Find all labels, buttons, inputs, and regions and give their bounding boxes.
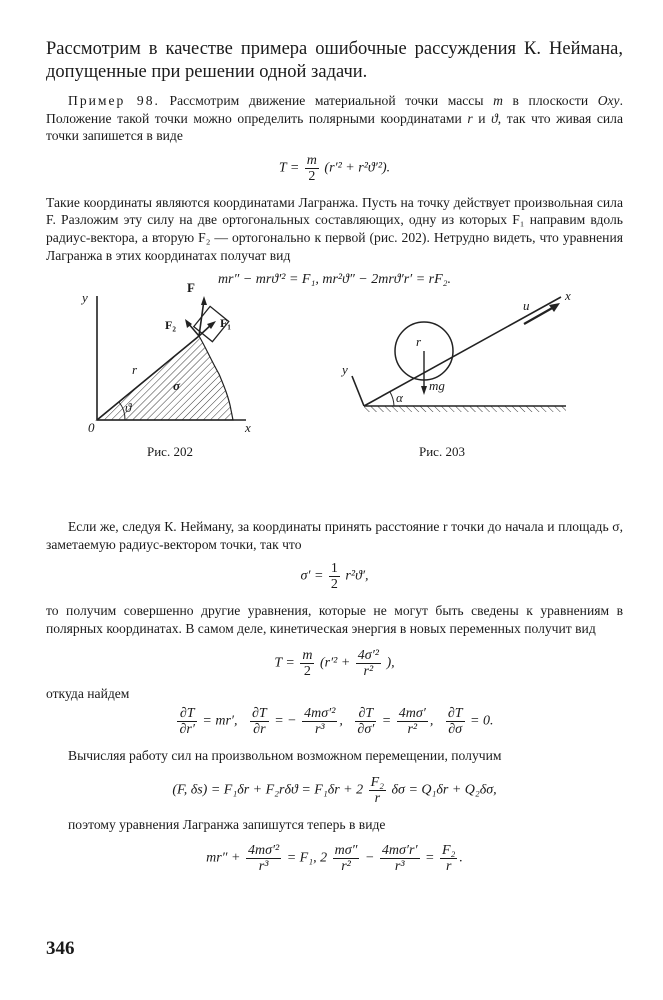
eq5-t3n: ∂T xyxy=(358,706,374,722)
paragraph-lagrange-new: поэтому уравнения Лагранжа запишутся теперь в виде xyxy=(68,816,386,832)
fig203-y-axis xyxy=(352,376,364,406)
eq5-t4n: ∂T xyxy=(447,706,463,722)
fig203-ground-hatch xyxy=(364,406,566,412)
eq4-den: 2 xyxy=(300,663,314,679)
eq1-den: 2 xyxy=(305,168,319,184)
equation-polar-lagrange: mr″ − mrϑ′² = F₁, mr²ϑ″ − 2mrϑ′r′ = rF₂. xyxy=(217,272,452,288)
eq5-t3m: = xyxy=(381,713,392,729)
eq5-t4r: = 0. xyxy=(470,713,494,729)
symbol-m: m xyxy=(493,93,503,108)
section-heading: Рассмотрим в качестве примера ошибочные рассуждения К. Неймана, допущенные при решении одной задачи. xyxy=(46,39,623,82)
equation-kinetic-energy-new xyxy=(46,648,623,679)
eq5-t1d: ∂r′ xyxy=(179,722,195,738)
fig202-label-x: x xyxy=(245,420,251,436)
example-text-1: Рассмотрим движение материальной точки массы xyxy=(159,93,494,108)
eq5-t2n: ∂T xyxy=(252,706,267,722)
eq5-t1n: ∂T xyxy=(179,706,195,722)
eq5-sep2: , xyxy=(339,713,343,729)
fig202-label-y: y xyxy=(82,290,88,306)
eq5-t1r: = mr′, xyxy=(202,713,238,729)
eq6-num: F₂ xyxy=(370,774,385,790)
fig202-arrow-F xyxy=(201,296,207,305)
fig202-label-r: r xyxy=(132,362,138,378)
fig202-label-sigma: σ xyxy=(173,378,181,394)
fig203-label-u: u xyxy=(523,298,530,314)
eq1-lhs: T = xyxy=(278,160,300,176)
eq5-t4d: ∂σ xyxy=(446,721,465,737)
eq4-num2: 4σ′² xyxy=(357,647,379,663)
eq4-num: m xyxy=(302,647,313,663)
paragraph-neumann-coords: Если же, следуя К. Нейману, за координаты принять расстояние r точки до начала и площадь σ, заметаемую радиус-вектором точки, так что xyxy=(46,519,623,552)
figure-202 xyxy=(97,296,246,420)
eq4-fraction-2 xyxy=(356,648,381,679)
fig202-label-origin: 0 xyxy=(88,420,95,436)
fig203-velocity-arrow xyxy=(549,303,560,312)
eq7-d1: r³ xyxy=(246,858,281,874)
equation-partial-derivatives xyxy=(46,706,623,737)
eq7-d2: r² xyxy=(333,858,360,874)
eq7-d4: r xyxy=(440,858,457,874)
eq6-lhs: (F, δs) = F₁δr + F₂rδϑ = F₁δr + 2 xyxy=(172,782,364,798)
eq7-frac-4 xyxy=(440,843,457,874)
eq5-frac-4 xyxy=(355,706,376,737)
eq4-fraction-1 xyxy=(300,648,314,679)
fig202-label-F1: F₁ xyxy=(220,316,231,331)
eq4-open: (r′² + xyxy=(319,655,351,671)
eq7-n4: F₂ xyxy=(441,843,456,859)
eq4-lhs: T = xyxy=(274,655,295,671)
fig202-label-theta: ϑ xyxy=(125,400,132,416)
figure-203 xyxy=(352,297,566,412)
eq1-fraction xyxy=(305,153,319,184)
fig202-force-F xyxy=(199,300,204,336)
equation-virtual-work xyxy=(46,775,623,806)
eq5-t2m: = − xyxy=(274,713,297,729)
example-text-4: , так что живая сила точки запишется в виде xyxy=(46,110,624,144)
eq5-t3n2: 4mσ′ xyxy=(398,706,426,722)
eq1-num: m xyxy=(306,152,317,168)
eq7-c: − xyxy=(364,851,375,867)
equation-lagrange-new xyxy=(46,843,623,874)
fig203-angle-arc xyxy=(390,392,394,406)
paragraph-virtual-work: Вычисляя работу сил на произвольном возможном перемещении, получим xyxy=(68,748,502,764)
page-number: 346 xyxy=(46,938,75,959)
eq5-sep3: , xyxy=(429,713,434,729)
fig203-label-y: y xyxy=(342,362,348,378)
example-and: и xyxy=(472,110,492,126)
fig203-label-alpha: α xyxy=(396,390,403,406)
fig203-gravity-arrow xyxy=(421,386,427,395)
symbol-oxy: Oxy xyxy=(597,93,620,108)
equation-kinetic-energy xyxy=(46,153,623,184)
eq5-frac-2 xyxy=(250,706,269,737)
eq3-lhs: σ′ = xyxy=(300,569,324,585)
eq5-t2d: ∂r xyxy=(250,721,269,737)
eq5-frac-1 xyxy=(177,706,196,737)
eq5-t2d2: r³ xyxy=(302,721,337,737)
fig203-caption: Рис. 203 xyxy=(419,444,465,460)
eq5-t3d: ∂σ′ xyxy=(357,722,375,738)
fig202-caption: Рис. 202 xyxy=(147,444,193,460)
fig202-label-F2: F₂ xyxy=(165,318,176,333)
fig202-label-F: F xyxy=(187,280,195,296)
eq7-d: = xyxy=(425,851,435,867)
fig203-label-mg: mg xyxy=(429,378,445,394)
eq3-den: 2 xyxy=(330,577,338,593)
symbol-r: r xyxy=(467,110,473,126)
eq7-d3: r³ xyxy=(380,858,420,874)
fig202-swept-area xyxy=(97,336,233,420)
fig203-incline xyxy=(364,297,561,406)
eq5-frac-3 xyxy=(302,706,337,737)
fig203-label-x: x xyxy=(565,288,571,304)
example-text-2: в плоскости xyxy=(502,93,598,108)
page-body xyxy=(46,38,623,874)
eq7-n3: 4mσ′r′ xyxy=(381,843,418,859)
eq7-frac-2 xyxy=(333,843,360,874)
eq6-rhs: δσ = Q₁δr + Q₂δσ, xyxy=(391,782,497,798)
eq5-t2n2: 4mσ′² xyxy=(304,706,336,722)
eq4-den2: r² xyxy=(356,663,381,679)
example-text-3: . Положение такой точки можно определить полярными координатами xyxy=(46,93,623,126)
eq7-b: = F₁, 2 xyxy=(286,851,328,867)
eq7-e: . xyxy=(459,851,463,867)
eq7-n1: 4mσ′² xyxy=(247,843,280,859)
eq3-rhs: r²ϑ′, xyxy=(345,569,369,585)
eq5-t3d2: r² xyxy=(397,721,428,737)
eq3-fraction xyxy=(329,561,340,592)
eq3-num: 1 xyxy=(330,561,338,577)
eq6-den: r xyxy=(369,790,386,806)
equation-areal-velocity xyxy=(46,561,623,592)
eq5-frac-5 xyxy=(397,706,428,737)
paragraph-other-equations: то получим совершенно другие уравнения, которые не могут быть сведены к уравнениям в полярных координатах. В самом деле, кинетическая энергия в новых переменных получит вид xyxy=(46,603,623,636)
eq5-frac-6 xyxy=(446,706,465,737)
eq7-a: mr″ + xyxy=(206,851,241,867)
eq4-close: ), xyxy=(386,655,395,671)
eq7-n2: mσ″ xyxy=(334,843,358,859)
paragraph-whence: откуда найдем xyxy=(46,685,130,701)
figures-svg xyxy=(46,294,623,516)
eq1-rhs: (r′² + r²ϑ′²). xyxy=(324,160,391,176)
example-label: Пример 98. xyxy=(68,93,160,108)
eq7-frac-1 xyxy=(246,843,281,874)
symbol-theta: ϑ xyxy=(491,110,498,126)
paragraph-lagrange-coords: Такие координаты являются координатами Лагранжа. Пусть на точку действует произвольная сила F. Разложим эту силу на две ортогональных составляющих, одну из которых F₁ направим вдоль радиус-вектора, а вторую F₂ — ортогонально к первой (рис. 202). Нетрудно видеть, что уравнения Лагранжа в этих координатах получат вид xyxy=(46,194,623,263)
eq7-frac-3 xyxy=(380,843,420,874)
eq6-fraction xyxy=(369,775,386,806)
example-paragraph xyxy=(46,92,623,145)
fig203-label-r: r xyxy=(416,334,422,350)
